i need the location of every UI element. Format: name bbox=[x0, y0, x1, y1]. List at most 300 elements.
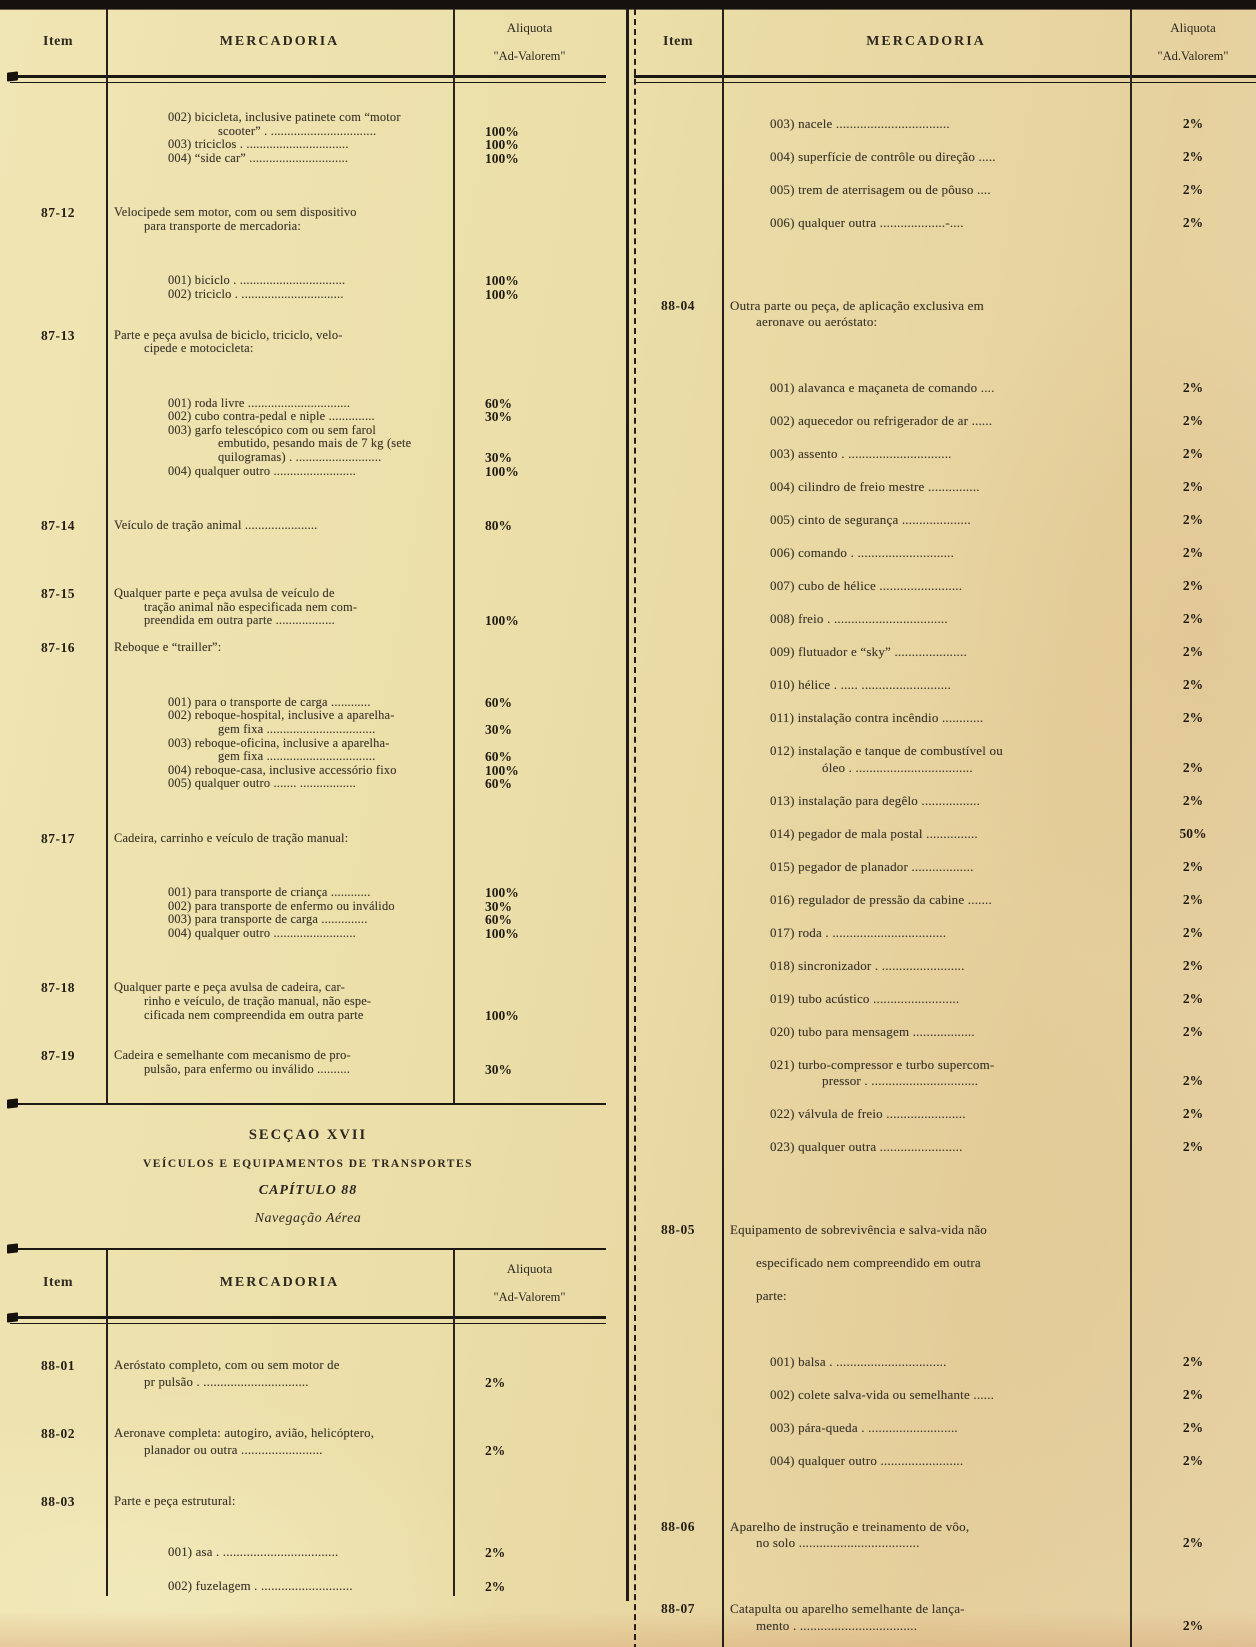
row-description: parte: bbox=[756, 1287, 787, 1303]
row-item-code: 88-05 bbox=[661, 1221, 695, 1237]
blank-row bbox=[10, 83, 606, 110]
row-description: 001) para o transporte de carga ............ bbox=[168, 694, 371, 709]
row-description: 001) alavanca e maçaneta de comando .... bbox=[770, 380, 995, 395]
row-aliquota-value: 100% bbox=[485, 885, 519, 901]
blank-row bbox=[634, 1156, 1256, 1222]
table-body bbox=[634, 83, 1256, 1634]
row-aliquota-value: 60% bbox=[485, 395, 512, 411]
row-aliquota-value: 2% bbox=[1182, 924, 1204, 940]
table-row bbox=[10, 273, 606, 287]
table-row bbox=[10, 124, 606, 138]
row-description: 003) garfo telescópico com ou sem farol bbox=[168, 422, 377, 437]
table-row bbox=[10, 885, 606, 899]
table-row bbox=[10, 980, 606, 994]
row-description: Qualquer parte e peça avulsa de cadeira, car- bbox=[114, 980, 345, 995]
row-aliquota-value: 30% bbox=[485, 409, 512, 425]
row-description: gem fixa ................................. bbox=[218, 749, 376, 764]
row-description: 011) instalação contra incêndio ............ bbox=[770, 710, 984, 725]
row-description: Catapulta ou aparelho semelhante de lança- bbox=[730, 1601, 965, 1616]
row-description: 015) pegador de planador .................. bbox=[770, 858, 974, 874]
row-aliquota-value: 2% bbox=[1182, 1419, 1204, 1435]
row-description: 002) cubo contra-pedal e niple .............. bbox=[168, 409, 375, 424]
table-row bbox=[10, 1579, 606, 1596]
row-description: 003) assento . .............................. bbox=[770, 446, 952, 461]
row-item-code: 87-18 bbox=[41, 980, 75, 996]
row-aliquota-value: 80% bbox=[485, 518, 512, 534]
table-row bbox=[634, 826, 1256, 843]
row-aliquota-value: 60% bbox=[485, 912, 512, 928]
table-row bbox=[634, 298, 1256, 315]
table-row bbox=[10, 341, 606, 355]
left-tariff-table-chapter-87 bbox=[10, 9, 606, 1103]
table-row bbox=[634, 149, 1256, 166]
blank-row bbox=[634, 1370, 1256, 1387]
col-header-aliquota-line1: Aliquota bbox=[506, 1260, 553, 1276]
row-aliquota-value: 2% bbox=[1182, 1139, 1204, 1154]
col-header-aliquota-line1: Aliquota bbox=[1170, 20, 1216, 35]
row-item-code: 88-02 bbox=[41, 1425, 75, 1441]
blank-row bbox=[634, 776, 1256, 793]
row-description: 004) cilindro de freio mestre ............... bbox=[770, 479, 980, 494]
col-header-aliquota-line1: Aliquota bbox=[506, 20, 553, 35]
table-row bbox=[634, 512, 1256, 529]
table-row bbox=[10, 1375, 606, 1392]
col-header-mercadoria: MERCADORIA bbox=[866, 34, 986, 49]
table-row bbox=[10, 1443, 606, 1460]
row-aliquota-value: 100% bbox=[485, 613, 519, 629]
blank-row bbox=[634, 199, 1256, 216]
row-description: 013) instalação para degêlo ................. bbox=[770, 792, 981, 808]
col-header-aliquota bbox=[453, 20, 606, 64]
row-description: Aeróstato completo, com ou sem motor de bbox=[114, 1357, 340, 1372]
row-description: 021) turbo-compressor e turbo supercom- bbox=[770, 1056, 995, 1072]
row-aliquota-value: 2% bbox=[1182, 479, 1204, 494]
blank-row bbox=[10, 1460, 606, 1494]
table-row bbox=[634, 545, 1256, 562]
blank-row bbox=[634, 331, 1256, 381]
col-header-advalorem: "Ad-Valorem" bbox=[493, 1289, 566, 1304]
row-description: 023) qualquer outra ........................ bbox=[770, 1139, 963, 1154]
row-description: 002) para transporte de enfermo ou inválido bbox=[168, 898, 395, 913]
blank-row bbox=[634, 430, 1256, 447]
table-row bbox=[10, 708, 606, 722]
row-description: mento . .................................. bbox=[756, 1617, 918, 1633]
row-description: preendida em outra parte .................. bbox=[144, 613, 335, 628]
blank-row bbox=[634, 595, 1256, 612]
table-body bbox=[10, 83, 606, 1103]
row-description: 001) biciclo . ................................ bbox=[168, 273, 346, 288]
row-item-code: 87-12 bbox=[41, 205, 75, 221]
row-description: Reboque e “trailler”: bbox=[114, 640, 222, 655]
row-description: 003) pára-queda . .......................... bbox=[770, 1419, 958, 1435]
blank-row bbox=[10, 1392, 606, 1426]
row-description: 004) qualquer outro ........................ bbox=[770, 1452, 964, 1468]
row-description: Parte e peça estrutural: bbox=[114, 1493, 236, 1508]
row-description: embutido, pesando mais de 7 kg (sete bbox=[218, 436, 412, 451]
table-row bbox=[10, 926, 606, 940]
row-item-code: 87-13 bbox=[41, 327, 75, 343]
row-description: 004) reboque-casa, inclusive accessório fixo bbox=[168, 762, 397, 777]
table-row bbox=[634, 215, 1256, 232]
aliquota-column-rule bbox=[1130, 9, 1132, 1647]
table-row bbox=[634, 1073, 1256, 1090]
row-description: pressor . ............................... bbox=[822, 1073, 979, 1088]
blank-row bbox=[634, 83, 1256, 116]
right-tariff-table-chapter-88 bbox=[634, 9, 1256, 1647]
table-row bbox=[10, 205, 606, 219]
row-aliquota-value: 100% bbox=[485, 137, 519, 153]
table-row bbox=[10, 287, 606, 301]
row-description: Veículo de tração animal ...................... bbox=[114, 518, 318, 533]
row-description: especificado nem compreendido em outra bbox=[756, 1254, 981, 1270]
table-row bbox=[634, 1106, 1256, 1123]
table-left-rule bbox=[634, 9, 636, 1647]
blank-row bbox=[10, 1562, 606, 1579]
item-column-rule bbox=[106, 9, 108, 1103]
row-description: 016) regulador de pressão da cabine ....... bbox=[770, 891, 992, 907]
row-description: pulsão, para enfermo ou inválido .......... bbox=[144, 1061, 351, 1076]
table-row bbox=[634, 1354, 1256, 1371]
row-aliquota-value: 2% bbox=[1182, 1617, 1204, 1633]
blank-row bbox=[10, 1021, 606, 1048]
header-underline bbox=[10, 1316, 606, 1324]
row-aliquota-value: 30% bbox=[485, 1061, 512, 1077]
row-item-code: 87-16 bbox=[41, 640, 75, 656]
row-aliquota-value: 2% bbox=[1182, 578, 1204, 593]
row-description: 009) flutuador e “sky” ..................... bbox=[770, 644, 967, 659]
table-row bbox=[634, 1519, 1256, 1536]
table-row bbox=[634, 892, 1256, 909]
blank-row bbox=[10, 301, 606, 328]
blank-row bbox=[634, 628, 1256, 645]
item-column-rule bbox=[106, 1250, 108, 1596]
blank-row bbox=[634, 974, 1256, 991]
blank-row bbox=[634, 463, 1256, 480]
section-divider-line bbox=[10, 1103, 606, 1105]
header-underline bbox=[634, 75, 1256, 83]
row-aliquota-value: 30% bbox=[485, 722, 512, 737]
blank-row bbox=[10, 844, 606, 885]
table-row bbox=[10, 137, 606, 151]
blank-row bbox=[634, 1090, 1256, 1107]
row-description: no solo ................................... bbox=[756, 1535, 920, 1550]
row-description: 003) nacele ................................. bbox=[770, 116, 950, 131]
row-aliquota-value: 2% bbox=[485, 1578, 506, 1594]
row-item-code: 87-19 bbox=[41, 1048, 75, 1064]
row-aliquota-value: 2% bbox=[1182, 380, 1204, 395]
table-row bbox=[10, 151, 606, 165]
blank-row bbox=[634, 941, 1256, 958]
table-row bbox=[634, 1601, 1256, 1618]
row-description: cificada nem compreendida em outra parte bbox=[144, 1007, 364, 1022]
table-row bbox=[10, 763, 606, 777]
row-aliquota-value: 2% bbox=[1182, 116, 1204, 131]
table-header-row bbox=[634, 9, 1256, 75]
row-description: Aparelho de instrução e treinamento de vôo, bbox=[730, 1518, 970, 1534]
table-row bbox=[634, 991, 1256, 1008]
row-aliquota-value: 2% bbox=[1182, 710, 1204, 725]
table-row bbox=[634, 1139, 1256, 1156]
chapter-subtitle: Navegação Aérea bbox=[254, 1210, 362, 1226]
col-header-mercadoria: MERCADORIA bbox=[219, 1274, 340, 1290]
row-aliquota-value: 2% bbox=[1182, 182, 1204, 197]
row-item-code: 88-03 bbox=[41, 1493, 75, 1509]
left-column bbox=[10, 9, 606, 1596]
blank-row bbox=[634, 842, 1256, 859]
row-description: planador ou outra ........................ bbox=[144, 1442, 323, 1457]
row-aliquota-value: 2% bbox=[485, 1442, 506, 1458]
row-description: 005) trem de aterrisagem ou de pôuso .... bbox=[770, 182, 991, 197]
row-description: óleo . .................................. bbox=[822, 759, 973, 775]
row-item-code: 88-07 bbox=[661, 1601, 695, 1616]
table-row bbox=[10, 912, 606, 926]
table-row bbox=[10, 586, 606, 600]
table-row bbox=[634, 1255, 1256, 1272]
table-row bbox=[10, 695, 606, 709]
row-aliquota-value: 2% bbox=[1182, 677, 1204, 692]
table-row bbox=[10, 600, 606, 614]
row-item-code: 88-06 bbox=[661, 1518, 695, 1534]
row-aliquota-value: 50% bbox=[1179, 825, 1207, 841]
row-aliquota-value: 2% bbox=[1182, 891, 1204, 907]
table-row bbox=[10, 899, 606, 913]
row-description: 002) bicicleta, inclusive patinete com “motor bbox=[168, 110, 401, 125]
table-row bbox=[10, 450, 606, 464]
row-aliquota-value: 2% bbox=[1182, 1353, 1204, 1369]
left-tariff-table-chapter-88 bbox=[10, 1250, 606, 1596]
col-header-aliquota bbox=[453, 1261, 606, 1305]
blank-row bbox=[634, 809, 1256, 826]
row-aliquota-value: 100% bbox=[485, 463, 519, 479]
table-row bbox=[10, 1048, 606, 1062]
blank-row bbox=[10, 165, 606, 206]
blank-row bbox=[634, 1238, 1256, 1255]
blank-row bbox=[634, 397, 1256, 414]
row-description: 014) pegador de mala postal ............... bbox=[770, 825, 978, 841]
row-description: Outra parte ou peça, de aplicação exclusiva em bbox=[730, 297, 984, 313]
row-description: tração animal não especificada nem com- bbox=[144, 599, 358, 614]
row-description: 003) triciclos . ............................... bbox=[168, 137, 349, 152]
table-row bbox=[10, 518, 606, 532]
table-row bbox=[10, 436, 606, 450]
table-row bbox=[10, 328, 606, 342]
row-aliquota-value: 30% bbox=[485, 450, 512, 466]
row-description: 002) triciclo . ............................... bbox=[168, 286, 344, 301]
blank-row bbox=[634, 562, 1256, 579]
blank-row bbox=[10, 1324, 606, 1358]
table-row bbox=[634, 710, 1256, 727]
table-row bbox=[10, 110, 606, 124]
row-description: 018) sincronizador . ........................ bbox=[770, 957, 965, 973]
row-description: Parte e peça avulsa de biciclo, triciclo, velo- bbox=[114, 327, 343, 342]
table-row bbox=[634, 1057, 1256, 1074]
row-description: 001) balsa . ................................ bbox=[770, 1353, 947, 1369]
row-description: 005) qualquer outro ....... ................. bbox=[168, 776, 356, 791]
row-aliquota-value: 100% bbox=[485, 273, 519, 289]
row-description: cipede e motocicleta: bbox=[144, 341, 254, 356]
table-row bbox=[10, 423, 606, 437]
row-description: para transporte de mercadoria: bbox=[144, 218, 302, 233]
row-description: 002) aquecedor ou refrigerador de ar ...... bbox=[770, 413, 993, 428]
table-row bbox=[10, 831, 606, 845]
table-row bbox=[10, 409, 606, 423]
row-aliquota-value: 2% bbox=[1182, 215, 1204, 230]
table-row bbox=[634, 611, 1256, 628]
row-description: 004) “side car” .............................. bbox=[168, 150, 349, 165]
col-header-aliquota bbox=[1130, 20, 1256, 64]
blank-row bbox=[10, 355, 606, 396]
row-description: Cadeira, carrinho e veículo de tração manual: bbox=[114, 830, 349, 845]
row-aliquota-value: 2% bbox=[1182, 1106, 1204, 1121]
blank-row bbox=[634, 1040, 1256, 1057]
row-aliquota-value: 2% bbox=[1182, 512, 1204, 527]
section-number: SECÇAO XVII bbox=[248, 1126, 368, 1143]
row-description: 002) fuzelagem . ........................... bbox=[168, 1578, 353, 1593]
table-row bbox=[10, 396, 606, 410]
row-aliquota-value: 60% bbox=[485, 749, 512, 765]
blank-row bbox=[634, 232, 1256, 298]
row-item-code: 87-15 bbox=[41, 586, 75, 602]
row-item-code: 88-04 bbox=[661, 297, 695, 313]
table-row bbox=[634, 958, 1256, 975]
row-item-code: 87-17 bbox=[41, 830, 75, 846]
row-description: rinho e veículo, de tração manual, não espe- bbox=[144, 993, 372, 1008]
col-header-mercadoria: MERCADORIA bbox=[219, 34, 340, 49]
table-row bbox=[634, 644, 1256, 661]
aliquota-column-rule bbox=[453, 9, 455, 1103]
row-description: aeronave ou aeróstato: bbox=[756, 314, 878, 329]
row-aliquota-value: 2% bbox=[1182, 611, 1204, 626]
table-row bbox=[634, 793, 1256, 810]
table-row bbox=[10, 1494, 606, 1511]
row-description: 001) para transporte de criança ............ bbox=[168, 885, 371, 900]
table-row bbox=[634, 1222, 1256, 1239]
table-row bbox=[634, 413, 1256, 430]
row-description: 008) freio . ................................. bbox=[770, 611, 948, 626]
col-header-advalorem: "Ad-Valorem" bbox=[493, 49, 566, 63]
blank-row bbox=[10, 477, 606, 518]
col-header-item: Item bbox=[43, 34, 73, 49]
blank-row bbox=[634, 908, 1256, 925]
blank-row bbox=[10, 532, 606, 586]
row-aliquota-value: 2% bbox=[1182, 644, 1204, 659]
table-row bbox=[10, 613, 606, 627]
row-aliquota-value: 2% bbox=[1182, 446, 1204, 461]
blank-row bbox=[634, 496, 1256, 513]
col-header-advalorem: "Ad.Valorem" bbox=[1157, 49, 1229, 63]
row-description: Cadeira e semelhante com mecanismo de pro- bbox=[114, 1048, 351, 1063]
row-description: 004) qualquer outro ......................... bbox=[168, 463, 356, 478]
row-aliquota-value: 100% bbox=[485, 1007, 519, 1023]
row-aliquota-value: 2% bbox=[1182, 149, 1204, 164]
blank-row bbox=[10, 654, 606, 695]
row-item-code: 88-01 bbox=[41, 1357, 75, 1373]
blank-row bbox=[634, 1403, 1256, 1420]
table-row bbox=[10, 464, 606, 478]
row-description: scooter” . ................................ bbox=[218, 123, 377, 138]
row-description: gem fixa ................................. bbox=[218, 722, 376, 736]
row-aliquota-value: 2% bbox=[1182, 1535, 1204, 1550]
blank-row bbox=[634, 1271, 1256, 1288]
row-description: 003) reboque-oficina, inclusive a aparelha- bbox=[168, 735, 390, 750]
row-description: pr pulsão . ............................... bbox=[144, 1374, 309, 1389]
row-aliquota-value: 60% bbox=[485, 776, 512, 792]
row-description: 001) roda livre ............................... bbox=[168, 395, 351, 410]
row-description: 022) válvula de freio ....................... bbox=[770, 1106, 966, 1121]
row-aliquota-value: 2% bbox=[1182, 1386, 1204, 1402]
row-aliquota-value: 2% bbox=[485, 1374, 506, 1390]
row-item-code: 87-14 bbox=[41, 518, 75, 534]
row-description: 002) colete salva-vida ou semelhante ...... bbox=[770, 1386, 995, 1402]
blank-row bbox=[634, 875, 1256, 892]
row-aliquota-value: 100% bbox=[485, 123, 519, 139]
header-underline bbox=[10, 75, 606, 83]
table-row bbox=[10, 219, 606, 233]
row-aliquota-value: 2% bbox=[1182, 1452, 1204, 1468]
blank-row bbox=[634, 1123, 1256, 1140]
row-description: 001) asa . .................................. bbox=[168, 1544, 339, 1559]
blank-row bbox=[634, 694, 1256, 711]
blank-row bbox=[634, 1007, 1256, 1024]
aliquota-column-rule bbox=[453, 1250, 455, 1596]
row-description: 002) reboque-hospital, inclusive a aparelha- bbox=[168, 708, 395, 723]
blank-row bbox=[634, 529, 1256, 546]
blank-row bbox=[10, 627, 606, 641]
blank-row bbox=[634, 1436, 1256, 1453]
row-description: 004) superfície de contrôle ou direção ..... bbox=[770, 149, 996, 164]
table-row bbox=[10, 736, 606, 750]
table-row bbox=[634, 116, 1256, 133]
right-column bbox=[634, 9, 1256, 1647]
table-row bbox=[10, 1008, 606, 1022]
table-row bbox=[634, 1387, 1256, 1404]
row-aliquota-value: 2% bbox=[485, 1544, 506, 1560]
table-row bbox=[634, 743, 1256, 760]
blank-row bbox=[10, 1511, 606, 1545]
section-title: VEÍCULOS E EQUIPAMENTOS DE TRANSPORTES bbox=[142, 1157, 474, 1170]
table-row bbox=[10, 722, 606, 736]
blank-row bbox=[10, 1075, 606, 1102]
row-aliquota-value: 100% bbox=[485, 762, 519, 778]
row-description: quilogramas) . .......................... bbox=[218, 450, 382, 465]
table-row bbox=[634, 1453, 1256, 1470]
blank-row bbox=[634, 133, 1256, 150]
row-description: Aeronave completa: autogiro, avião, helicóptero, bbox=[114, 1425, 375, 1440]
row-description: Velocipede sem motor, com ou sem dispositivo bbox=[114, 205, 357, 220]
row-aliquota-value: 60% bbox=[485, 694, 512, 710]
table-header-row bbox=[10, 1250, 606, 1316]
item-column-rule bbox=[722, 9, 724, 1647]
row-description: Equipamento de sobrevivência e salva-vida não bbox=[730, 1221, 987, 1237]
table-row bbox=[10, 640, 606, 654]
table-row bbox=[634, 677, 1256, 694]
table-body bbox=[10, 1324, 606, 1596]
table-row bbox=[634, 314, 1256, 331]
table-row bbox=[10, 776, 606, 790]
section-heading bbox=[10, 1105, 606, 1248]
row-description: 019) tubo acústico ......................... bbox=[770, 990, 960, 1006]
blank-row bbox=[634, 661, 1256, 678]
row-aliquota-value: 100% bbox=[485, 286, 519, 302]
table-row bbox=[10, 1062, 606, 1076]
blank-row bbox=[634, 1304, 1256, 1354]
blank-row bbox=[634, 166, 1256, 183]
table-row bbox=[634, 479, 1256, 496]
row-aliquota-value: 100% bbox=[485, 925, 519, 941]
table-row bbox=[634, 1024, 1256, 1041]
row-description: 010) hélice . ..... .......................... bbox=[770, 677, 952, 692]
table-row bbox=[10, 1545, 606, 1562]
